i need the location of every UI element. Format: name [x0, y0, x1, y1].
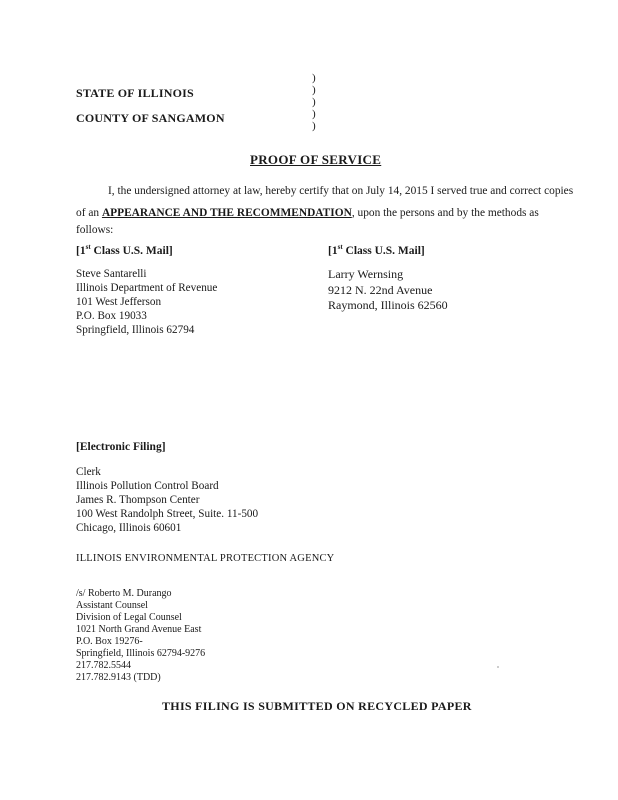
agency-name: ILLINOIS ENVIRONMENTAL PROTECTION AGENCY: [76, 553, 335, 564]
signature-line: Division of Legal Counsel: [76, 612, 182, 623]
method-suffix: Class U.S. Mail]: [90, 244, 173, 257]
caption-paren: ): [312, 84, 316, 96]
address-line: 9212 N. 22nd Avenue: [328, 282, 433, 297]
clerk-address: [76, 465, 258, 535]
method-prefix: [1: [328, 244, 338, 257]
caption-parentheses: [312, 72, 316, 132]
caption-paren: ): [312, 120, 316, 132]
address-line: Chicago, Illinois 60601: [76, 522, 182, 534]
signature-block: [76, 588, 205, 684]
service-method-left: [76, 243, 173, 257]
caption-paren: ): [312, 72, 316, 84]
method-superscript: st: [85, 243, 91, 251]
service-method-electronic: [Electronic Filing]: [76, 441, 166, 453]
method-superscript: st: [337, 243, 343, 251]
certification-line-2-suffix: , upon the persons and by the methods as: [351, 207, 539, 219]
address-line: Steve Santarelli: [76, 268, 147, 280]
service-method-right: [328, 243, 425, 257]
address-line: Raymond, Illinois 62560: [328, 298, 448, 312]
certification-line-2: [76, 204, 539, 222]
method-suffix: Class U.S. Mail]: [342, 244, 425, 257]
caption-paren: ): [312, 108, 316, 120]
address-line: 100 West Randolph Street, Suite. 11-500: [76, 508, 259, 520]
recipient-address-right: [328, 267, 448, 314]
address-line: Illinois Department of Revenue: [76, 282, 218, 294]
signature-line: P.O. Box 19276-: [76, 636, 143, 647]
caption-state: STATE OF ILLINOIS: [76, 86, 194, 100]
document-titles-served: APPEARANCE AND THE RECOMMENDATION: [101, 207, 352, 219]
address-line: Springfield, Illinois 62794: [76, 324, 195, 336]
caption-county: COUNTY OF SANGAMON: [76, 111, 225, 125]
method-prefix: [1: [76, 244, 86, 257]
signature-line: 217.782.5544: [76, 660, 131, 671]
certification-line-2-prefix: of an: [76, 207, 102, 219]
signature-line: 217.782.9143 (TDD): [76, 672, 161, 683]
certification-line-1: I, the undersigned attorney at law, hereby certify that on July 14, 2015 I served true and correct copies: [108, 185, 574, 197]
address-line: James R. Thompson Center: [76, 494, 200, 506]
recycled-paper-footer: THIS FILING IS SUBMITTED ON RECYCLED PAPER: [162, 699, 472, 713]
signature-line: Springfield, Illinois 62794-9276: [76, 648, 206, 659]
address-line: P.O. Box 19033: [76, 310, 147, 322]
caption-paren: ): [312, 96, 316, 108]
scan-speck: [497, 666, 499, 668]
certification-line-3: follows:: [76, 224, 114, 236]
address-line: Clerk: [76, 466, 101, 478]
signature-line: 1021 North Grand Avenue East: [76, 624, 202, 635]
signature-line: Assistant Counsel: [76, 600, 148, 611]
address-line: Illinois Pollution Control Board: [76, 480, 219, 492]
address-line: Larry Wernsing: [328, 267, 404, 281]
signature-line: /s/ Roberto M. Durango: [76, 588, 172, 599]
recipient-address-left: [76, 267, 217, 337]
address-line: 101 West Jefferson: [76, 296, 162, 308]
document-title: PROOF OF SERVICE: [250, 152, 382, 167]
